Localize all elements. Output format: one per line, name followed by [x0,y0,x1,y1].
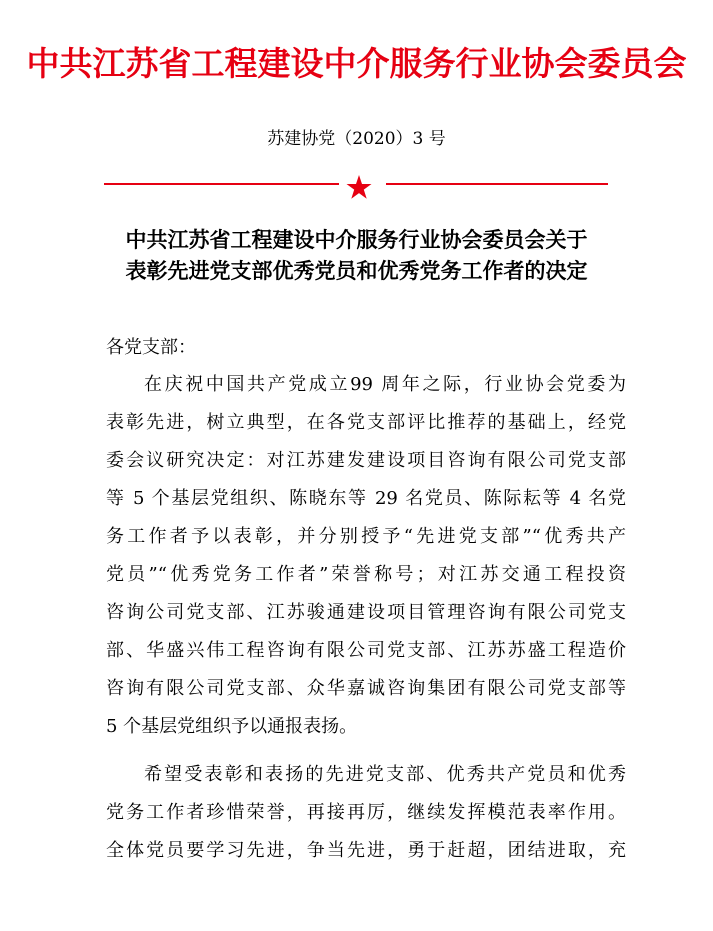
paragraph-1-line: 5 个基层党组织予以通报表扬。 [106,716,358,737]
paragraph-2-line: 希望受表彰和表扬的先进党支部、优秀共产党员和优秀 [144,764,626,785]
red-divider-right [386,183,608,185]
paragraph-1-line: 在庆祝中国共产党成立99 周年之际，行业协会党委为 [144,374,626,395]
title-line-1: 中共江苏省工程建设中介服务行业协会委员会关于 [125,228,588,252]
title-line-2: 表彰先进党支部优秀党员和优秀党务工作者的决定 [125,259,588,283]
document-number: 苏建协党（2020）3 号 [267,129,446,149]
body-text [106,366,626,870]
paragraph-1-line: 咨询公司党支部、江苏骏通建设项目管理咨询有限公司党支 [106,602,626,623]
salutation: 各党支部： [106,337,196,358]
red-star-icon [346,174,372,200]
paragraph-1-line: 表彰先进，树立典型，在各党支部评比推荐的基础上，经党 [106,412,626,433]
paragraph-1-line: 委会议研究决定：对江苏建发建设项目咨询有限公司党支部 [106,450,626,471]
document-title [0,225,713,287]
paragraph-2-line: 党务工作者珍惜荣誉，再接再厉，继续发挥模范表率作用。 [106,802,626,823]
paragraph-1-line: 咨询有限公司党支部、众华嘉诚咨询集团有限公司党支部等 [106,678,626,699]
paragraph-1-line: 党员”“优秀党务工作者”荣誉称号；对江苏交通工程投资 [106,564,626,585]
paragraph-2-line: 全体党员要学习先进，争当先进，勇于赶超，团结进取，充 [106,840,626,861]
star-shape [347,175,372,199]
paragraph-1-line: 务工作者予以表彰，并分别授予“先进党支部”“优秀共产 [106,526,626,547]
paragraph-1-line: 部、华盛兴伟工程咨询有限公司党支部、江苏苏盛工程造价 [106,640,626,661]
paragraph-1-line: 等 5 个基层党组织、陈晓东等 29 名党员、陈际耘等 4 名党 [106,488,626,509]
organization-header: 中共江苏省工程建设中介服务行业协会委员会 [26,44,687,83]
red-divider-left [104,183,339,185]
